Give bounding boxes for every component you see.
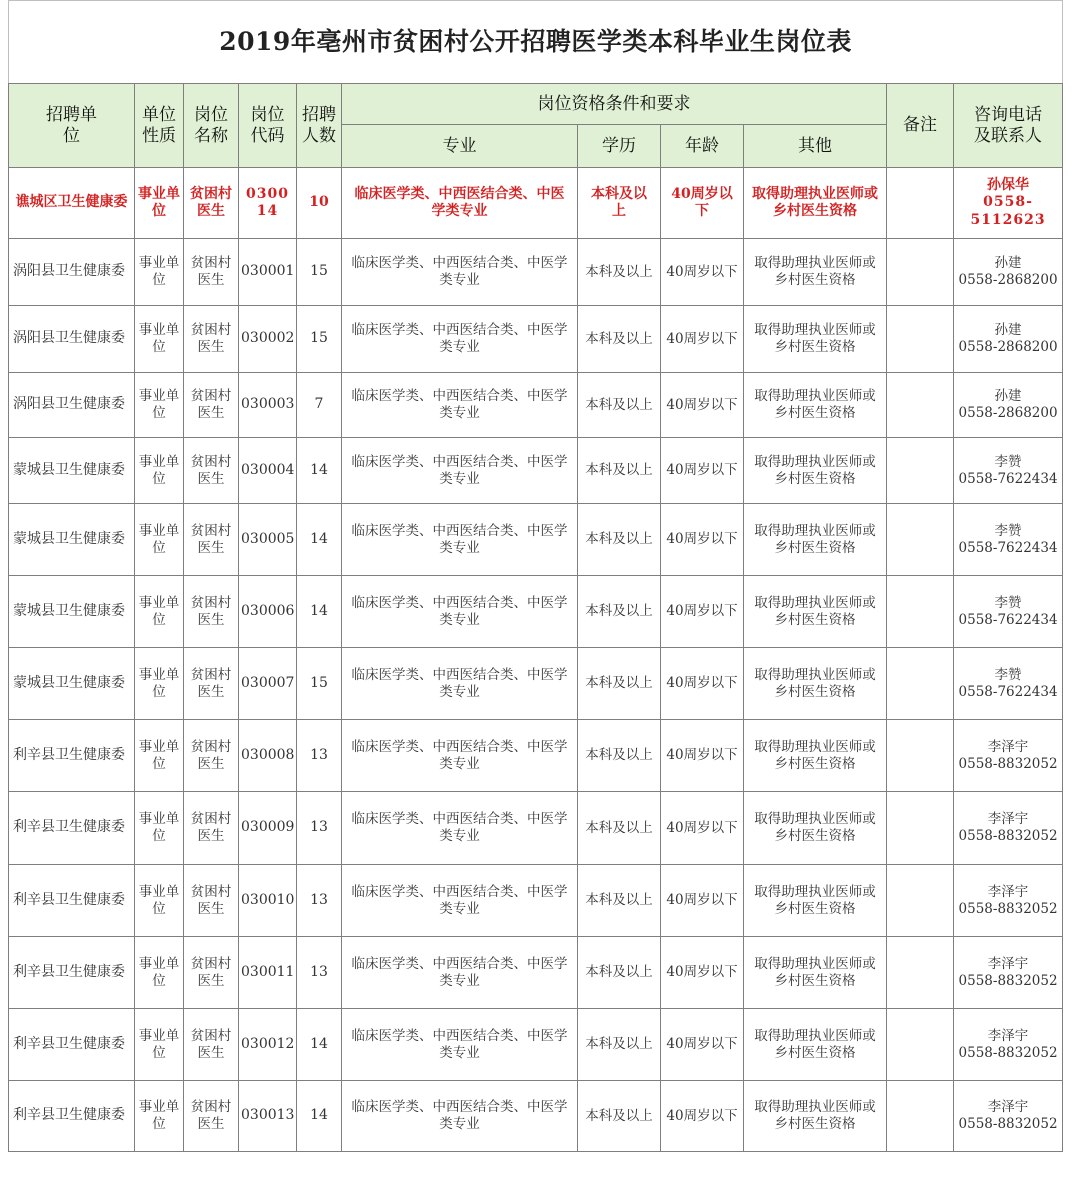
contact-name: 李赞 <box>994 522 1022 539</box>
nature-cell: 事业单位 <box>135 306 184 373</box>
nature-cell: 事业单位 <box>135 168 184 239</box>
header-count: 招聘人数 <box>297 84 342 168</box>
remark-cell <box>887 504 954 576</box>
post-code-cell: 030006 <box>239 576 297 648</box>
age-cell: 40周岁以下 <box>661 792 744 865</box>
contact-cell <box>954 438 1063 504</box>
remark-cell <box>887 865 954 937</box>
post-code-cell: 030003 <box>239 373 297 438</box>
remark-cell <box>887 168 954 239</box>
major-cell: 临床医学类、中西医结合类、中医学类专业 <box>342 937 578 1009</box>
major-cell: 临床医学类、中西医结合类、中医学类专业 <box>342 792 578 865</box>
contact-name: 李泽宇 <box>987 1099 1029 1116</box>
major-cell: 临床医学类、中西医结合类、中医学类专业 <box>342 865 578 937</box>
remark-cell <box>887 239 954 306</box>
table-row <box>9 576 1063 648</box>
education-cell: 本科及以上 <box>578 1009 661 1081</box>
contact-phone: 0558-8832052 <box>958 900 1058 917</box>
other-cell: 取得助理执业医师或乡村医生资格 <box>744 648 887 720</box>
nature-cell: 事业单位 <box>135 239 184 306</box>
table-row <box>9 373 1063 438</box>
age-cell: 40周岁以下 <box>661 373 744 438</box>
unit-cell: 利辛县卫生健康委 <box>9 865 135 937</box>
post-code-cell: 030013 <box>239 1081 297 1152</box>
unit-cell: 利辛县卫生健康委 <box>9 1081 135 1152</box>
age-cell: 40周岁以下 <box>661 168 744 239</box>
nature-cell: 事业单位 <box>135 1009 184 1081</box>
remark-cell <box>887 1081 954 1152</box>
post-name-cell: 贫困村医生 <box>184 937 239 1009</box>
count-cell: 13 <box>297 792 342 865</box>
header-nature: 单位性质 <box>135 84 184 168</box>
table-row <box>9 306 1063 373</box>
remark-cell <box>887 373 954 438</box>
count-cell: 14 <box>297 504 342 576</box>
table-row <box>9 792 1063 865</box>
major-cell: 临床医学类、中西医结合类、中医学类专业 <box>342 648 578 720</box>
other-cell: 取得助理执业医师或乡村医生资格 <box>744 306 887 373</box>
post-code-cell: 030005 <box>239 504 297 576</box>
age-cell: 40周岁以下 <box>661 937 744 1009</box>
nature-cell: 事业单位 <box>135 576 184 648</box>
other-cell: 取得助理执业医师或乡村医生资格 <box>744 865 887 937</box>
other-cell: 取得助理执业医师或乡村医生资格 <box>744 720 887 792</box>
age-cell: 40周岁以下 <box>661 576 744 648</box>
other-cell: 取得助理执业医师或乡村医生资格 <box>744 1081 887 1152</box>
contact-cell <box>954 504 1063 576</box>
education-cell: 本科及以上 <box>578 1081 661 1152</box>
education-cell: 本科及以上 <box>578 504 661 576</box>
remark-cell <box>887 1009 954 1081</box>
unit-cell: 涡阳县卫生健康委 <box>9 306 135 373</box>
major-cell: 临床医学类、中西医结合类、中医学类专业 <box>342 1009 578 1081</box>
other-cell: 取得助理执业医师或乡村医生资格 <box>744 438 887 504</box>
contact-name: 李泽宇 <box>987 1027 1029 1044</box>
contact-cell <box>954 720 1063 792</box>
major-cell: 临床医学类、中西医结合类、中医学类专业 <box>342 306 578 373</box>
contact-cell <box>954 1009 1063 1081</box>
post-name-cell: 贫困村医生 <box>184 1081 239 1152</box>
unit-cell: 利辛县卫生健康委 <box>9 792 135 865</box>
nature-cell: 事业单位 <box>135 792 184 865</box>
contact-phone: 0558-8832052 <box>958 1044 1058 1061</box>
contact-name: 李赞 <box>994 666 1022 683</box>
major-cell: 临床医学类、中西医结合类、中医学类专业 <box>342 438 578 504</box>
other-cell: 取得助理执业医师或乡村医生资格 <box>744 239 887 306</box>
header-contact: 咨询电话及联系人 <box>954 84 1063 168</box>
other-cell: 取得助理执业医师或乡村医生资格 <box>744 937 887 1009</box>
contact-cell <box>954 1081 1063 1152</box>
post-name-cell: 贫困村医生 <box>184 239 239 306</box>
age-cell: 40周岁以下 <box>661 720 744 792</box>
age-cell: 40周岁以下 <box>661 1009 744 1081</box>
contact-cell <box>954 648 1063 720</box>
header-other: 其他 <box>744 125 887 168</box>
age-cell: 40周岁以下 <box>661 438 744 504</box>
unit-cell: 蒙城县卫生健康委 <box>9 504 135 576</box>
count-cell: 15 <box>297 239 342 306</box>
age-cell: 40周岁以下 <box>661 648 744 720</box>
contact-cell <box>954 239 1063 306</box>
education-cell: 本科及以上 <box>578 239 661 306</box>
post-code-cell: 030001 <box>239 239 297 306</box>
post-code-cell: 030002 <box>239 306 297 373</box>
education-cell: 本科及以上 <box>578 576 661 648</box>
other-cell: 取得助理执业医师或乡村医生资格 <box>744 1009 887 1081</box>
header-requirements: 岗位资格条件和要求 <box>342 84 887 125</box>
education-cell: 本科及以上 <box>578 937 661 1009</box>
major-cell: 临床医学类、中西医结合类、中医学类专业 <box>342 239 578 306</box>
table-row <box>9 865 1063 937</box>
education-cell: 本科及以上 <box>578 306 661 373</box>
post-code-cell: 030014 <box>239 168 297 239</box>
unit-cell: 利辛县卫生健康委 <box>9 720 135 792</box>
contact-name: 李泽宇 <box>987 738 1029 755</box>
nature-cell: 事业单位 <box>135 648 184 720</box>
unit-cell: 利辛县卫生健康委 <box>9 1009 135 1081</box>
major-cell: 临床医学类、中西医结合类、中医学类专业 <box>342 720 578 792</box>
age-cell: 40周岁以下 <box>661 865 744 937</box>
table-row <box>9 937 1063 1009</box>
nature-cell: 事业单位 <box>135 865 184 937</box>
age-cell: 40周岁以下 <box>661 306 744 373</box>
count-cell: 13 <box>297 865 342 937</box>
major-cell: 临床医学类、中西医结合类、中医学类专业 <box>342 168 578 239</box>
education-cell: 本科及以上 <box>578 648 661 720</box>
major-cell: 临床医学类、中西医结合类、中医学类专业 <box>342 1081 578 1152</box>
post-name-cell: 贫困村医生 <box>184 576 239 648</box>
remark-cell <box>887 720 954 792</box>
contact-phone: 0558-5112623 <box>970 194 1046 228</box>
contact-phone: 0558-8832052 <box>958 828 1058 844</box>
post-name-cell: 贫困村医生 <box>184 720 239 792</box>
remark-cell <box>887 937 954 1009</box>
education-cell: 本科及以上 <box>578 865 661 937</box>
header-major: 专业 <box>342 125 578 168</box>
nature-cell: 事业单位 <box>135 504 184 576</box>
major-cell: 临床医学类、中西医结合类、中医学类专业 <box>342 504 578 576</box>
contact-name: 孙建 <box>994 388 1022 405</box>
contact-phone: 0558-7622434 <box>958 539 1058 556</box>
nature-cell: 事业单位 <box>135 438 184 504</box>
education-cell: 本科及以上 <box>578 438 661 504</box>
table-title: 2019年亳州市贫困村公开招聘医学类本科毕业生岗位表 <box>9 1 1063 84</box>
contact-phone: 0558-7622434 <box>958 470 1058 487</box>
major-cell: 临床医学类、中西医结合类、中医学类专业 <box>342 373 578 438</box>
table-row <box>9 720 1063 792</box>
post-name-cell: 贫困村医生 <box>184 648 239 720</box>
unit-cell: 蒙城县卫生健康委 <box>9 438 135 504</box>
remark-cell <box>887 306 954 373</box>
unit-cell: 蒙城县卫生健康委 <box>9 576 135 648</box>
other-cell: 取得助理执业医师或乡村医生资格 <box>744 168 887 239</box>
nature-cell: 事业单位 <box>135 1081 184 1152</box>
count-cell: 7 <box>297 373 342 438</box>
contact-cell <box>954 168 1063 239</box>
nature-cell: 事业单位 <box>135 373 184 438</box>
table-row <box>9 1081 1063 1152</box>
post-code-cell: 030011 <box>239 937 297 1009</box>
post-code-cell: 030007 <box>239 648 297 720</box>
other-cell: 取得助理执业医师或乡村医生资格 <box>744 504 887 576</box>
contact-phone: 0558-8832052 <box>958 972 1058 989</box>
remark-cell <box>887 576 954 648</box>
contact-name: 孙保华 <box>987 176 1030 193</box>
age-cell: 40周岁以下 <box>661 239 744 306</box>
other-cell: 取得助理执业医师或乡村医生资格 <box>744 373 887 438</box>
post-code-cell: 030012 <box>239 1009 297 1081</box>
contact-phone: 0558-7622434 <box>958 611 1058 628</box>
age-cell: 40周岁以下 <box>661 1081 744 1152</box>
post-name-cell: 贫困村医生 <box>184 792 239 865</box>
count-cell: 15 <box>297 648 342 720</box>
post-name-cell: 贫困村医生 <box>184 1009 239 1081</box>
remark-cell <box>887 792 954 865</box>
contact-phone: 0558-2868200 <box>958 272 1058 288</box>
contact-name: 李赞 <box>994 594 1022 611</box>
header-post-name: 岗位名称 <box>184 84 239 168</box>
post-code-cell: 030009 <box>239 792 297 865</box>
table-row <box>9 168 1063 239</box>
post-code-cell: 030004 <box>239 438 297 504</box>
contact-cell <box>954 865 1063 937</box>
post-name-cell: 贫困村医生 <box>184 306 239 373</box>
count-cell: 14 <box>297 438 342 504</box>
contact-cell <box>954 792 1063 865</box>
major-cell: 临床医学类、中西医结合类、中医学类专业 <box>342 576 578 648</box>
table-row <box>9 504 1063 576</box>
count-cell: 14 <box>297 576 342 648</box>
contact-phone: 0558-8832052 <box>958 1116 1058 1132</box>
unit-cell: 涡阳县卫生健康委 <box>9 373 135 438</box>
contact-phone: 0558-8832052 <box>958 755 1058 772</box>
table-row <box>9 1009 1063 1081</box>
nature-cell: 事业单位 <box>135 720 184 792</box>
unit-cell: 蒙城县卫生健康委 <box>9 648 135 720</box>
contact-name: 李泽宇 <box>987 811 1029 828</box>
header-unit: 招聘单位 <box>9 84 135 168</box>
education-cell: 本科及以上 <box>578 373 661 438</box>
job-table <box>8 0 1063 1152</box>
contact-phone: 0558-2868200 <box>958 405 1058 421</box>
education-cell: 本科及以上 <box>578 720 661 792</box>
contact-phone: 0558-2868200 <box>958 339 1058 355</box>
post-name-cell: 贫困村医生 <box>184 373 239 438</box>
spreadsheet <box>8 0 1072 1168</box>
unit-cell: 谯城区卫生健康委 <box>9 168 135 239</box>
header-education: 学历 <box>578 125 661 168</box>
post-name-cell: 贫困村医生 <box>184 865 239 937</box>
education-cell: 本科及以上 <box>578 792 661 865</box>
nature-cell: 事业单位 <box>135 937 184 1009</box>
table-row <box>9 648 1063 720</box>
contact-cell <box>954 576 1063 648</box>
contact-name: 孙建 <box>994 322 1022 339</box>
contact-name: 李泽宇 <box>987 883 1029 900</box>
table-row <box>9 438 1063 504</box>
education-cell: 本科及以上 <box>578 168 661 239</box>
other-cell: 取得助理执业医师或乡村医生资格 <box>744 576 887 648</box>
post-code-cell: 030010 <box>239 865 297 937</box>
remark-cell <box>887 438 954 504</box>
post-name-cell: 贫困村医生 <box>184 168 239 239</box>
contact-cell <box>954 937 1063 1009</box>
other-cell: 取得助理执业医师或乡村医生资格 <box>744 792 887 865</box>
unit-cell: 涡阳县卫生健康委 <box>9 239 135 306</box>
post-code-cell: 030008 <box>239 720 297 792</box>
post-name-cell: 贫困村医生 <box>184 438 239 504</box>
contact-cell <box>954 306 1063 373</box>
age-cell: 40周岁以下 <box>661 504 744 576</box>
contact-name: 李泽宇 <box>987 955 1029 972</box>
header-age: 年龄 <box>661 125 744 168</box>
table-row <box>9 239 1063 306</box>
count-cell: 13 <box>297 937 342 1009</box>
count-cell: 13 <box>297 720 342 792</box>
contact-phone: 0558-7622434 <box>958 683 1058 700</box>
count-cell: 14 <box>297 1009 342 1081</box>
count-cell: 10 <box>297 168 342 239</box>
post-name-cell: 贫困村医生 <box>184 504 239 576</box>
unit-cell: 利辛县卫生健康委 <box>9 937 135 1009</box>
header-post-code: 岗位代码 <box>239 84 297 168</box>
header-remark: 备注 <box>887 84 954 168</box>
count-cell: 15 <box>297 306 342 373</box>
contact-name: 孙建 <box>994 255 1022 272</box>
remark-cell <box>887 648 954 720</box>
contact-name: 李赞 <box>994 453 1022 470</box>
contact-cell <box>954 373 1063 438</box>
count-cell: 14 <box>297 1081 342 1152</box>
